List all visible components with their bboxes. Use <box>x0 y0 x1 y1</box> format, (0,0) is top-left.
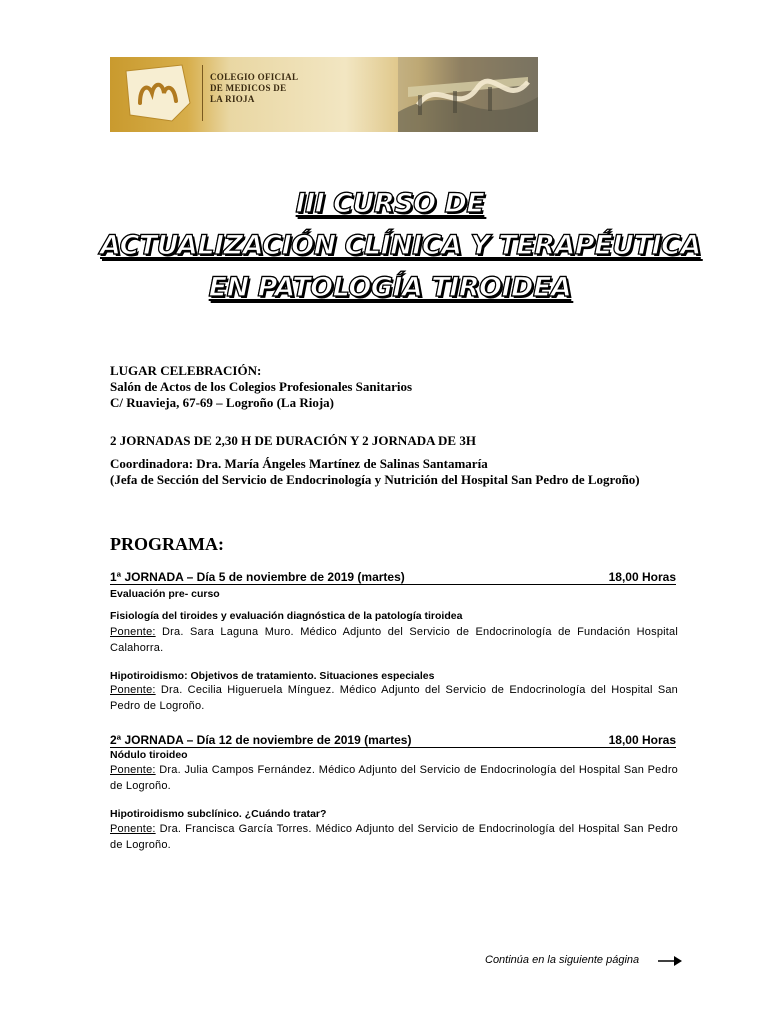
banner-divider <box>202 65 203 121</box>
bridge-photo <box>398 57 538 132</box>
speaker-label: Ponente: <box>110 626 156 638</box>
continue-note: Continúa en la siguiente página <box>485 954 640 966</box>
jornada-2-hours: 18,00 Horas <box>608 733 676 747</box>
college-name-line1: COLEGIO OFICIAL <box>210 72 299 82</box>
college-name-line2: DE MEDICOS DE <box>210 83 287 93</box>
talk-speaker <box>110 821 678 853</box>
speaker-label: Ponente: <box>110 823 156 835</box>
coordinator-role: (Jefa de Sección del Servicio de Endocrinología y Nutrición del Hospital San Pedro de Logroño) <box>110 472 640 487</box>
college-name <box>210 72 298 105</box>
programa-heading: PROGRAMA: <box>110 534 224 554</box>
speaker-label: Ponente: <box>110 684 156 696</box>
course-title-line1: III CURSO DE <box>295 188 485 219</box>
speaker-text: Dra. Sara Laguna Muro. Médico Adjunto del Servicio de Endocrinología de Fundación Hospital Calahorra. <box>110 626 678 654</box>
talk-title: Hipotiroidismo: Objetivos de tratamiento. Situaciones especiales <box>110 670 435 682</box>
college-logo-icon <box>122 63 194 123</box>
arrow-right-icon <box>658 955 682 967</box>
course-title-line3: EN PATOLOGÍA TIROIDEA <box>208 272 572 303</box>
header-banner <box>110 57 538 132</box>
venue-address: C/ Ruavieja, 67-69 – Logroño (La Rioja) <box>110 395 335 410</box>
speaker-text: Dra. Cecilia Higueruela Mínguez. Médico Adjunto del Servicio de Endocrinología del Hospital San Pedro de Logroño. <box>110 684 678 712</box>
talk-speaker <box>110 762 678 794</box>
jornada-1-hours: 18,00 Horas <box>608 570 676 584</box>
jornada-2-header <box>110 733 676 748</box>
speaker-text: Dra. Francisca García Torres. Médico Adjunto del Servicio de Endocrinología del Hospital San Pedro de Logroño. <box>110 823 678 851</box>
talk-title: Nódulo tiroideo <box>110 749 188 761</box>
duration-text: 2 JORNADAS DE 2,30 H DE DURACIÓN Y 2 JORNADA DE 3H <box>110 433 476 448</box>
coordinator-name: Coordinadora: Dra. María Ángeles Martínez de Salinas Santamaría <box>110 456 488 471</box>
jornada-1-date: 1ª JORNADA – Día 5 de noviembre de 2019 (martes) <box>110 570 405 584</box>
talk-speaker <box>110 624 678 656</box>
speaker-text: Dra. Julia Campos Fernández. Médico Adjunto del Servicio de Endocrinología del Hospital San Pedro de Logroño. <box>110 764 678 792</box>
jornada-2-date: 2ª JORNADA – Día 12 de noviembre de 2019 (martes) <box>110 733 412 747</box>
course-title-line2: ACTUALIZACIÓN CLÍNICA Y TERAPÉUTICA <box>100 230 701 261</box>
jornada-1-header <box>110 570 676 585</box>
venue-place: Salón de Actos de los Colegios Profesionales Sanitarios <box>110 379 413 394</box>
talk-speaker <box>110 682 678 714</box>
talk-title: Fisiología del tiroides y evaluación diagnóstica de la patología tiroidea <box>110 610 463 622</box>
college-name-line3: LA RIOJA <box>210 94 255 104</box>
pre-course-evaluation: Evaluación pre- curso <box>110 588 220 600</box>
venue-label: LUGAR CELEBRACIÓN: <box>110 363 262 378</box>
speaker-label: Ponente: <box>110 764 156 776</box>
talk-title: Hipotiroidismo subclínico. ¿Cuándo tratar? <box>110 808 327 820</box>
